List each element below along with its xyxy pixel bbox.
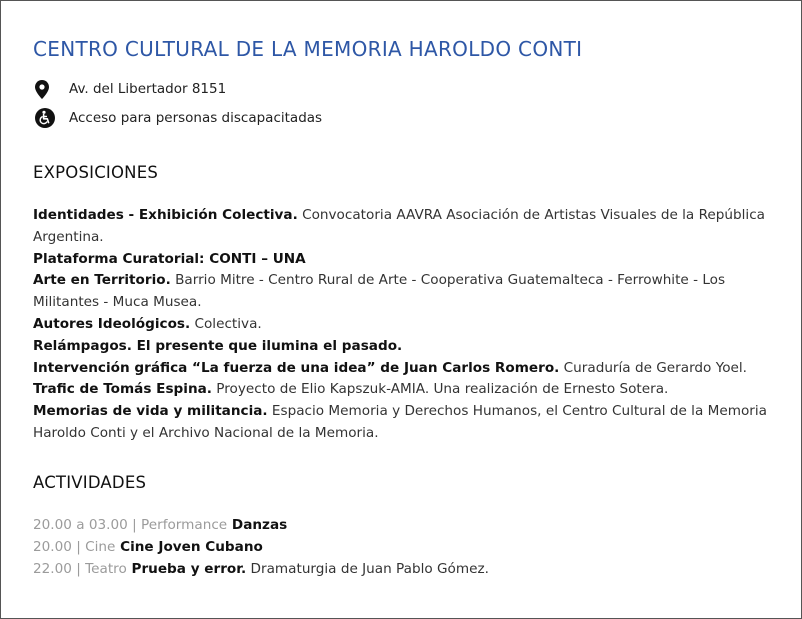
actividades-list (33, 515, 773, 580)
wheelchair-icon (35, 107, 55, 129)
item-detail: Espacio Memoria y Derechos Humanos, el Centro Cultural de la Memoria Haroldo Conti y el Archivo Nacional de la Memoria. (33, 403, 767, 441)
list-item (33, 336, 773, 358)
map-pin-icon (35, 78, 55, 100)
activity-time-category: 22.00 | Teatro (33, 560, 127, 577)
list-item (33, 358, 773, 380)
list-item (33, 559, 773, 581)
item-detail: Curaduría de Gerardo Yoel. (559, 359, 747, 376)
list-item (33, 515, 773, 537)
actividades-heading: ACTIVIDADES (33, 473, 147, 492)
accessibility-row (35, 107, 322, 129)
item-title: Plataforma Curatorial: CONTI – UNA (33, 250, 306, 267)
activity-time-category: 20.00 a 03.00 | Performance (33, 517, 228, 533)
item-detail: Proyecto de Elio Kapszuk-AMIA. Una realización de Ernesto Sotera. (211, 381, 669, 398)
list-item (33, 401, 773, 445)
item-title: Autores Ideológicos. (33, 315, 191, 332)
address-row (35, 78, 226, 100)
list-item (33, 537, 773, 559)
activity-title: Danzas (227, 517, 288, 533)
item-detail: Colectiva. (190, 315, 262, 332)
exposiciones-heading: EXPOSICIONES (33, 163, 159, 182)
accessibility-text: Acceso para personas discapacitadas (69, 110, 323, 126)
item-title: Relámpagos. El presente que ilumina el pasado. (33, 337, 403, 354)
item-title: Intervención gráfica “La fuerza de una idea” de Juan Carlos Romero. (33, 359, 560, 376)
item-title: Arte en Territorio. (33, 272, 171, 289)
activity-detail: Dramaturgia de Juan Pablo Gómez. (246, 560, 489, 577)
exposiciones-list (33, 205, 773, 445)
activity-title: Cine Joven Cubano (115, 538, 263, 555)
item-title: Trafic de Tomás Espina. (33, 381, 212, 398)
address-text: Av. del Libertador 8151 (69, 81, 227, 97)
list-item (33, 379, 773, 401)
item-title: Identidades - Exhibición Colectiva. (33, 207, 298, 223)
list-item (33, 270, 773, 314)
item-detail: Convocatoria AAVRA Asociación de Artistas Visuales de la República Argentina. (33, 207, 766, 245)
list-item (33, 314, 773, 336)
list-item (33, 205, 773, 249)
activity-time-category: 20.00 | Cine (33, 538, 116, 555)
list-item (33, 249, 773, 271)
item-detail: Barrio Mitre - Centro Rural de Arte - Cooperativa Guatemalteca - Ferrowhite - Los Militantes - Muca Musea. (33, 272, 726, 311)
venue-title: CENTRO CULTURAL DE LA MEMORIA HAROLDO CONTI (33, 37, 583, 61)
item-title: Memorias de vida y militancia. (33, 403, 268, 420)
activity-title: Prueba y error. (126, 560, 247, 577)
